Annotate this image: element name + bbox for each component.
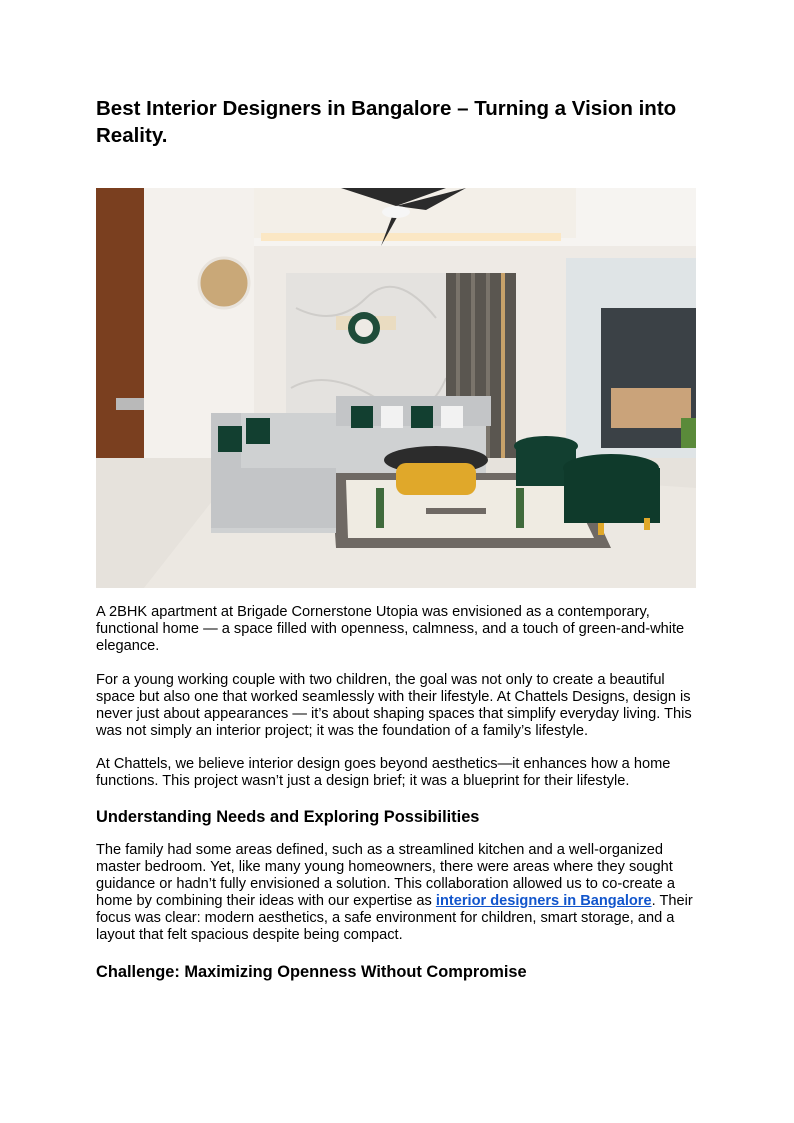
paragraph-needs-text-before: The family had some areas defined, such as a streamlined kitchen and a well-organized master bedroom. Yet, like many young homeowners, there were areas where they sought guidance or hadn’t fully envisioned a solution. This collaboration allowed us to co-create a home by combining their ideas with our expertise as — [96, 842, 675, 909]
section-heading-needs: Understanding Needs and Exploring Possibilities — [96, 808, 480, 826]
section-heading-challenge: Challenge: Maximizing Openness Without Compromise — [96, 963, 527, 981]
living-room-illustration — [96, 188, 696, 588]
paragraph-needs — [96, 842, 698, 944]
paragraph-needs-text-after: . Their focus was clear: modern aesthetics, a safe environment for children, smart storage, and a layout that felt spacious despite being compact. — [96, 893, 693, 943]
paragraph-belief: At Chattels, we believe interior design goes beyond aesthetics—it enhances how a home functions. This project wasn’t just a design brief; it was a blueprint for their lifestyle. — [96, 756, 671, 789]
paragraph-intro: A 2BHK apartment at Brigade Cornerstone Utopia was envisioned as a contemporary, functional home — a space filled with openness, calmness, and a touch of green-and-white elegance. — [96, 604, 685, 654]
interior-designers-link[interactable]: interior designers in Bangalore — [435, 893, 652, 909]
page-title: Best Interior Designers in Bangalore – Turning a Vision into Reality. — [96, 97, 677, 147]
hero-image — [96, 188, 696, 588]
paragraph-goal: For a young working couple with two children, the goal was not only to create a beautiful space but also one that worked seamlessly with their lifestyle. At Chattels Designs, design is never just about appearances — it’s about shaping spaces that simplify everyday living. This was not simply an interior project; it was the foundation of a family’s lifestyle. — [96, 672, 692, 739]
